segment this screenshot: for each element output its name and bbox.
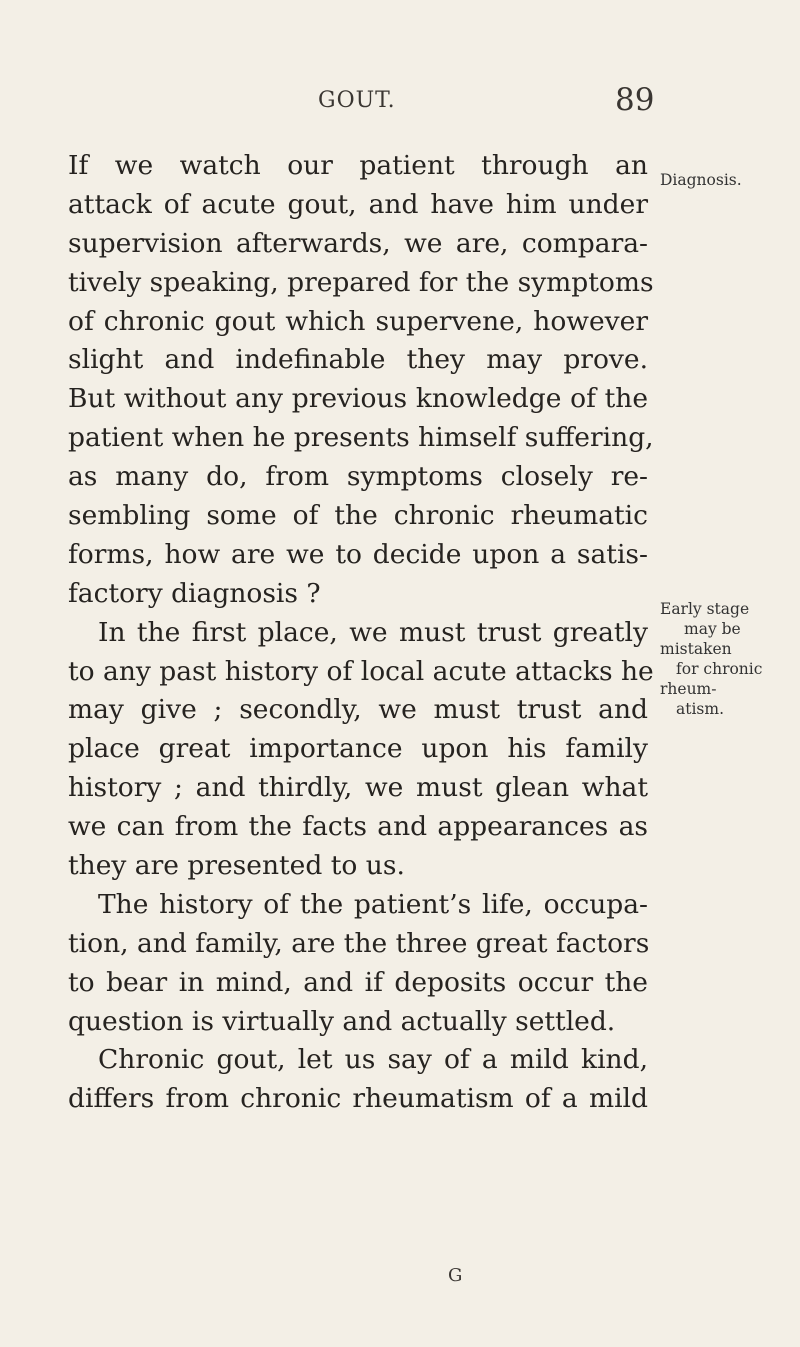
text-line: supervision afterwards, we are, compara- — [68, 227, 648, 259]
text-line: differs from chronic rheumatism of a mild — [68, 1083, 648, 1115]
text-line: patient when he presents himself suffering, — [68, 422, 654, 454]
marginal-note-text: Diagnosis. — [660, 171, 742, 189]
paragraph-start-line: In the first place, we must trust greatly — [98, 616, 648, 648]
text-line: If we watch our patient through an — [68, 150, 648, 181]
text-line: place great importance upon his family — [68, 733, 648, 765]
marginal-note-text: may be — [684, 620, 741, 638]
paragraph-start-line: The history of the patient’s life, occupa- — [98, 888, 648, 920]
text-line: But without any previous knowledge of the — [68, 383, 648, 415]
body-text — [68, 147, 654, 1119]
running-title: GOUT. — [318, 88, 396, 113]
text-line: we can from the facts and appearances as — [68, 811, 648, 843]
marginal-note-diagnosis — [660, 170, 800, 190]
text-line: may give ; secondly, we must trust and — [68, 694, 648, 726]
text-line: to bear in mind, and if deposits occur the — [68, 966, 648, 998]
page-number: 89 — [615, 82, 655, 118]
signature-mark: G — [448, 1265, 463, 1286]
marginal-note-text: for chronic — [676, 660, 763, 678]
text-line: to any past history of local acute attacks he — [68, 655, 654, 687]
running-head — [0, 82, 800, 122]
text-line: attack of acute gout, and have him under — [68, 188, 648, 220]
text-line: history ; and thirdly, we must glean what — [68, 772, 648, 804]
text-line: slight and indefinable they may prove. — [68, 344, 648, 376]
text-line: sembling some of the chronic rheumatic — [68, 500, 648, 532]
marginal-note-text: mistaken — [660, 640, 732, 658]
text-line: they are presented to us. — [68, 850, 405, 882]
text-line: as many do, from symptoms closely re- — [68, 461, 648, 493]
marginal-note-text: rheum- — [660, 680, 717, 698]
text-line: question is virtually and actually settled. — [68, 1005, 616, 1037]
paragraph-start-line: Chronic gout, let us say of a mild kind, — [98, 1044, 648, 1076]
text-line: tively speaking, prepared for the symptoms — [68, 266, 654, 298]
marginal-note-early-stage — [660, 599, 800, 719]
marginal-note-text: atism. — [676, 700, 725, 718]
marginal-note-text: Early stage — [660, 600, 750, 618]
text-line: forms, how are we to decide upon a satis- — [68, 538, 648, 570]
text-line: of chronic gout which supervene, however — [68, 305, 648, 337]
text-line: factory diagnosis ? — [68, 577, 321, 609]
text-line: tion, and family, are the three great factors — [68, 927, 650, 959]
